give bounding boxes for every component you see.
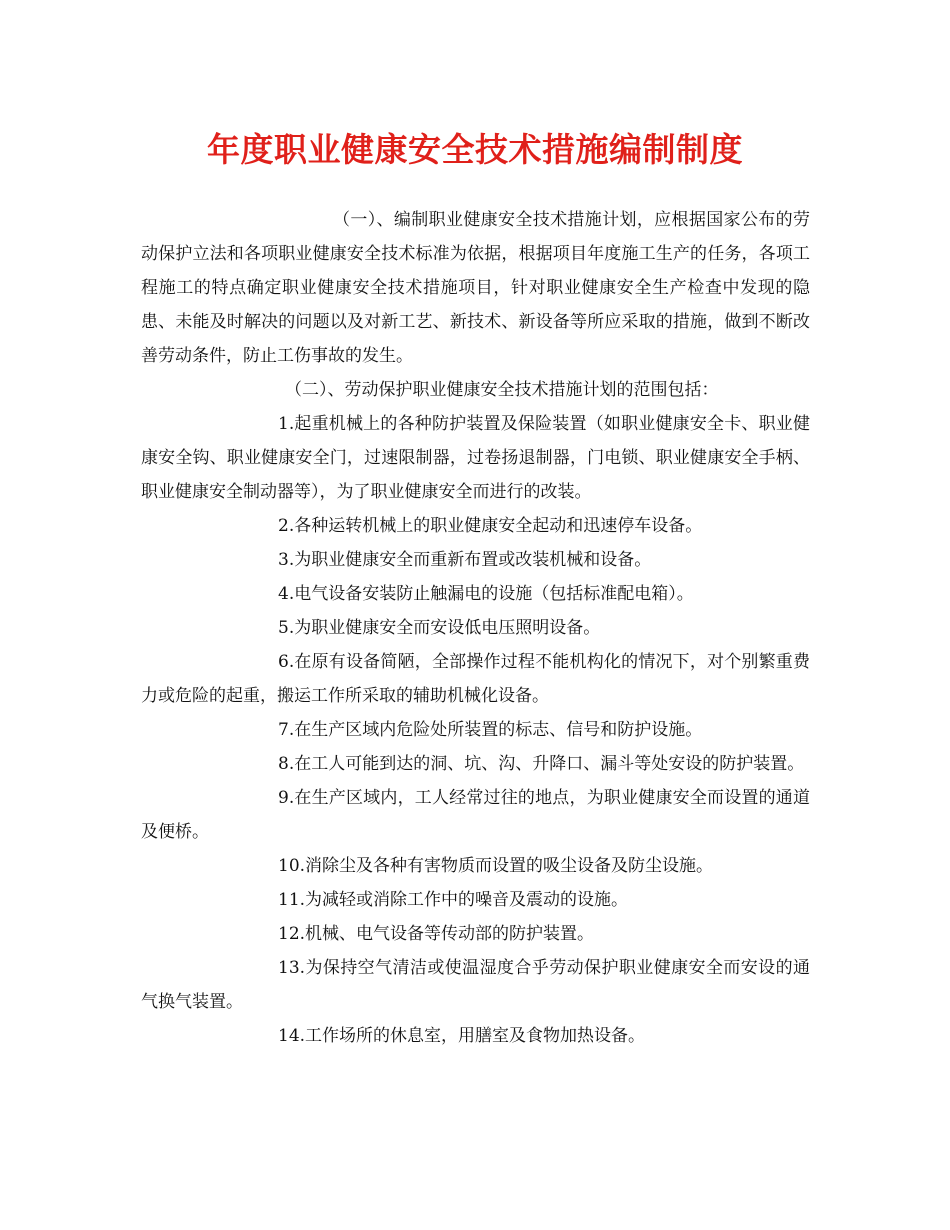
document-title: 年度职业健康安全技术措施编制制度 (207, 130, 743, 169)
list-item: 1.起重机械上的各种防护装置及保险装置（如职业健康安全卡、职业健康安全钩、职业健康安全门，过速限制器，过卷扬退制器，门电锁、职业健康安全手柄、职业健康安全制动器等），为了职业健康安全而进行的改装。 (141, 414, 810, 502)
list-item: 7.在生产区域内危险处所装置的标志、信号和防护设施。 (278, 720, 703, 740)
list-item: 10.消除尘及各种有害物质而设置的吸尘设备及防尘设施。 (278, 856, 714, 876)
list-item: 14.工作场所的休息室，用膳室及食物加热设备。 (278, 1026, 646, 1046)
list-item: 8.在工人可能到达的洞、坑、沟、升降口、漏斗等处安设的防护装置。 (278, 754, 805, 774)
list-item: 2.各种运转机械上的职业健康安全起动和迅速停车设备。 (278, 516, 703, 536)
document-body (141, 203, 810, 1053)
list-item: 6.在原有设备简陋，全部操作过程不能机构化的情况下，对个别繁重费力或危险的起重，搬运工作所采取的辅助机械化设备。 (141, 652, 810, 706)
list-item: 11.为减轻或消除工作中的噪音及震动的设施。 (278, 890, 629, 910)
list-item: 13.为保持空气清洁或使温湿度合乎劳动保护职业健康安全而安设的通气换气装置。 (141, 958, 810, 1012)
section-2-heading: （二）、劳动保护职业健康安全技术措施计划的范围包括： (285, 380, 719, 400)
list-item: 12.机械、电气设备等传动部的防护装置。 (278, 924, 595, 944)
list-item: 3.为职业健康安全而重新布置或改装机械和设备。 (278, 550, 652, 570)
section-1-paragraph: （一）、编制职业健康安全技术措施计划，应根据国家公布的劳动保护立法和各项职业健康安全技术标准为依据，根据项目年度施工生产的任务，各项工程施工的特点确定职业健康安全技术措施项目，针对职业健康安全生产检查中发现的隐患、未能及时解决的问题以及对新工艺、新技术、新设备等所应采取的措施，做到不断改善劳动条件，防止工伤事故的发生。 (141, 210, 810, 366)
list-item: 4.电气设备安装防止触漏电的设施（包括标准配电箱）。 (278, 584, 694, 604)
list-item: 9.在生产区域内，工人经常过往的地点，为职业健康安全而设置的通道及便桥。 (141, 788, 810, 842)
list-item: 5.为职业健康安全而安设低电压照明设备。 (278, 618, 601, 638)
